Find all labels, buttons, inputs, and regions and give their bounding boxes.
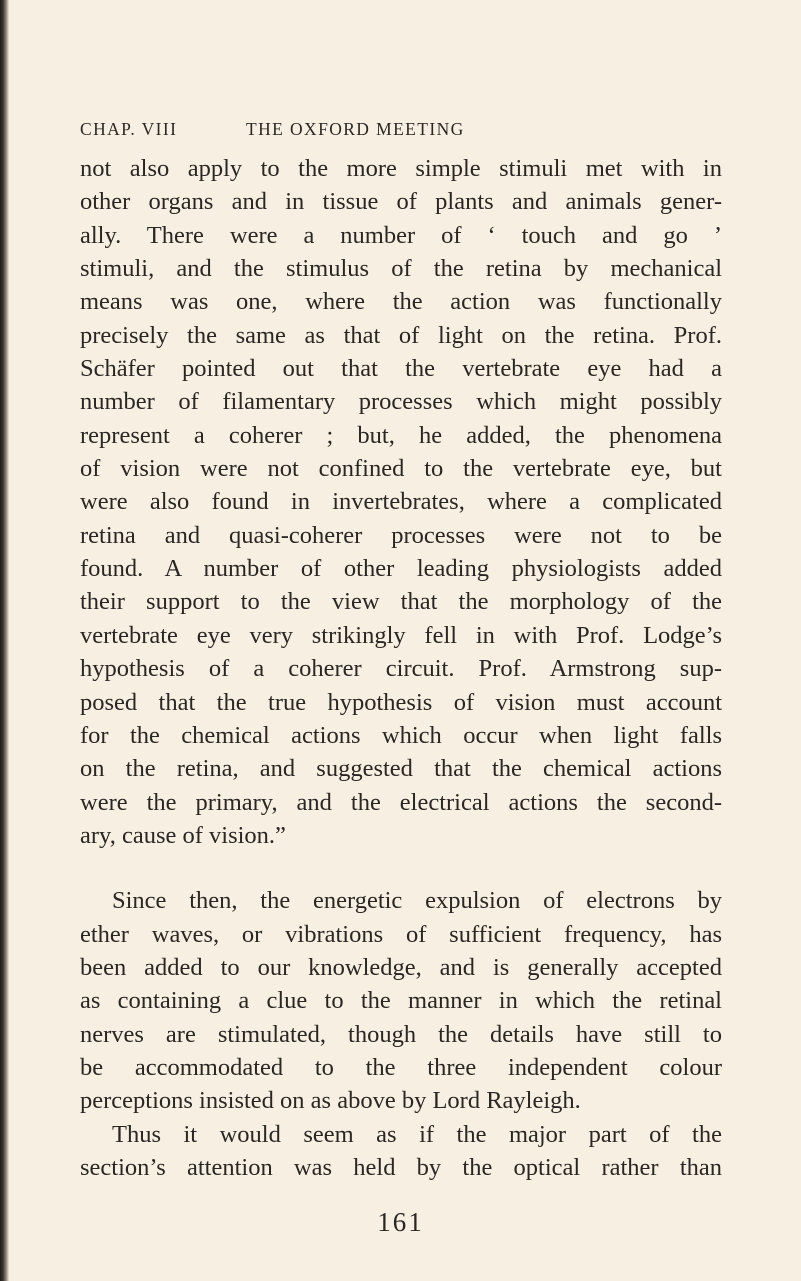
text-line: their support to the view that the morphology of the: [80, 588, 722, 616]
paragraph-3: [80, 1118, 722, 1185]
text-line: retina and quasi-coherer processes were not to be: [80, 521, 722, 549]
text-line: as containing a clue to the manner in which the retinal: [80, 987, 722, 1015]
text-line: on the retina, and suggested that the chemical actions: [80, 755, 722, 783]
paragraph-gap: [80, 852, 722, 884]
text-line: for the chemical actions which occur when light falls: [80, 721, 722, 749]
body-text: [80, 152, 722, 1184]
text-line: vertebrate eye very strikingly fell in with Prof. Lodge’s: [80, 621, 722, 649]
text-line: hypothesis of a coherer circuit. Prof. Armstrong sup-: [80, 655, 722, 683]
text-line: Schäfer pointed out that the vertebrate eye had a: [80, 355, 722, 383]
running-title: THE OXFORD MEETING: [246, 119, 465, 139]
text-line: Since then, the energetic expulsion of electrons by: [112, 887, 722, 915]
running-head: [80, 119, 720, 143]
text-line: posed that the true hypothesis of vision must account: [80, 688, 722, 716]
text-line: ally. There were a number of ‘ touch and go ’: [80, 221, 722, 249]
text-line: were the primary, and the electrical actions the second-: [80, 788, 722, 816]
text-line: ary, cause of vision.”: [80, 821, 286, 849]
text-line: represent a coherer ; but, he added, the phenomena: [80, 421, 722, 449]
text-line: section’s attention was held by the optical rather than: [80, 1153, 722, 1181]
text-line: of vision were not confined to the vertebrate eye, but: [80, 455, 722, 483]
text-line: nerves are stimulated, though the details have still to: [80, 1020, 722, 1048]
text-line: Thus it would seem as if the major part of the: [112, 1120, 722, 1148]
text-line: been added to our knowledge, and is generally accepted: [80, 953, 722, 981]
chapter-label: CHAP. VIII: [80, 119, 178, 139]
text-line: precisely the same as that of light on the retina. Prof.: [80, 321, 722, 349]
text-line: were also found in invertebrates, where a complicated: [80, 488, 722, 516]
page-number: 161: [377, 1207, 424, 1237]
text-line: stimuli, and the stimulus of the retina by mechanical: [80, 255, 722, 283]
text-line: ether waves, or vibrations of sufficient frequency, has: [80, 920, 722, 948]
paragraph-2: [80, 884, 722, 1117]
text-line: not also apply to the more simple stimuli met with in: [80, 155, 722, 182]
binding-edge: [0, 0, 9, 1281]
text-line: other organs and in tissue of plants and animals gener-: [80, 188, 722, 216]
text-line: means was one, where the action was functionally: [80, 288, 722, 316]
text-line: number of filamentary processes which might possibly: [80, 388, 722, 416]
text-line: found. A number of other leading physiologists added: [80, 555, 722, 583]
text-line: be accommodated to the three independent colour: [80, 1053, 722, 1081]
paragraph-1: [80, 152, 722, 852]
text-line: perceptions insisted on as above by Lord Rayleigh.: [80, 1087, 581, 1115]
